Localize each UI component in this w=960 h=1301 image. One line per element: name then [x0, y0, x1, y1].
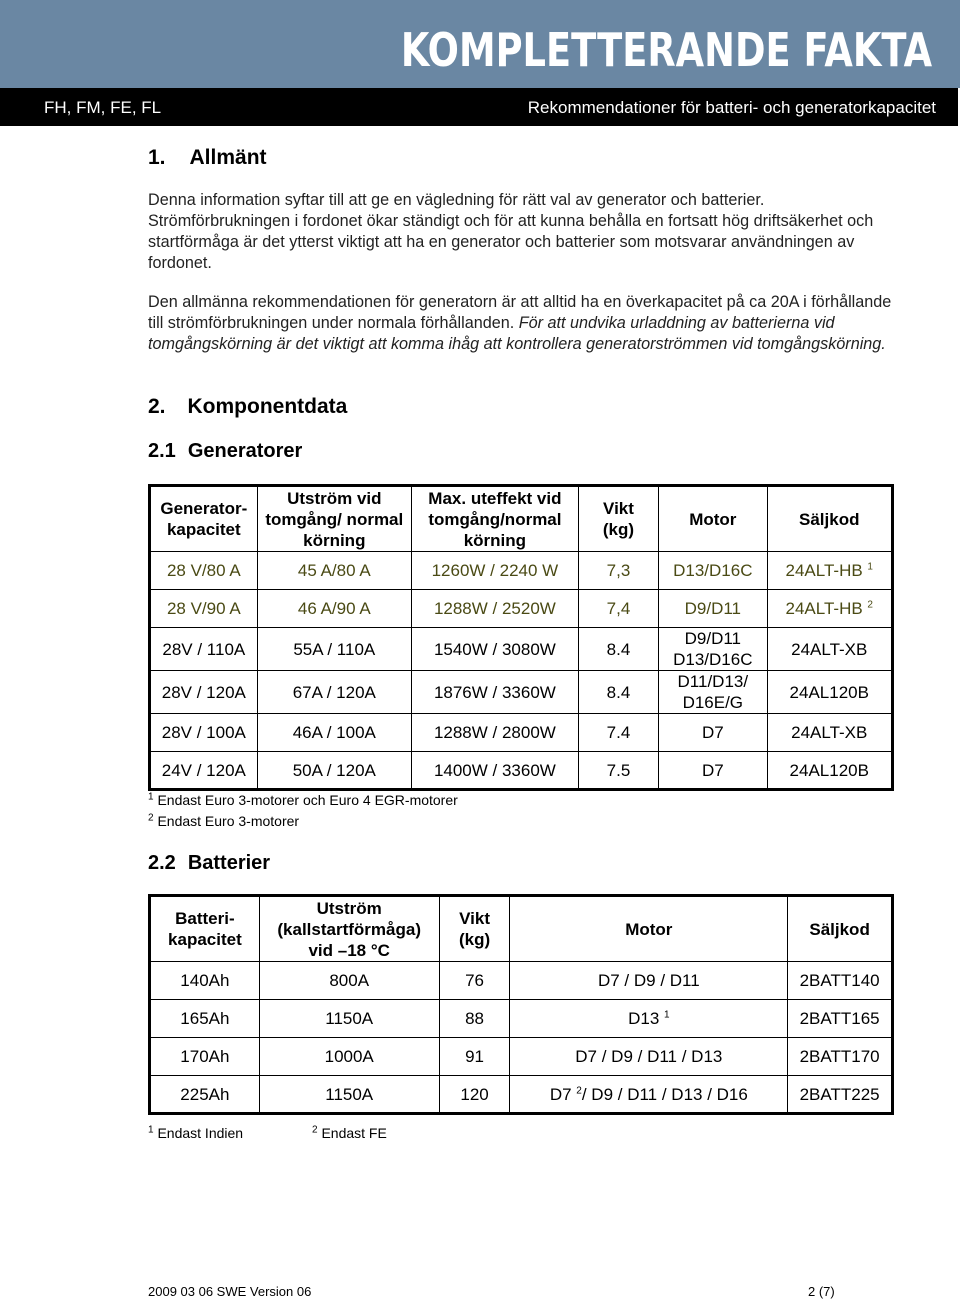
paragraph-text: Denna information syftar till att ge en vägledning för rätt val av generator och batterier. Strömförbrukningen i fordonet ökar ständigt och för att kunna behålla en fortsatt hög driftsäkerhet och startförmåga är det ytterst viktigt att ha en generator och batterier som motsvarar användningen av fordonet.: [148, 191, 874, 272]
header-cell: Utström vid tomgång/ normal körning: [257, 486, 411, 552]
table-cell: 165Ah: [150, 1000, 260, 1038]
table-cell: 28 V/80 A: [150, 552, 258, 590]
table-cell: 1400W / 3360W: [411, 752, 578, 790]
table-cell: 140Ah: [150, 962, 260, 1000]
table-row: [150, 590, 893, 628]
section-1-heading: [148, 146, 267, 170]
table-cell: D7: [659, 714, 767, 752]
section-number: 2.: [148, 395, 166, 418]
header-cell: Utström (kallstartförmåga) vid –18 °C: [259, 896, 439, 962]
footnote-mark: 1: [148, 791, 154, 803]
table-cell: 28V / 100A: [150, 714, 258, 752]
footnote-mark: 2: [867, 599, 873, 611]
footnote-text: Endast FE: [321, 1125, 387, 1141]
header-cell: Motor: [510, 896, 788, 962]
battery-footnote: [148, 1125, 243, 1141]
section-number: 1.: [148, 146, 166, 169]
battery-table: [148, 894, 894, 1115]
table-cell: 1540W / 3080W: [411, 628, 578, 671]
table-header-row: [150, 486, 893, 552]
table-row: [150, 1076, 893, 1114]
table-row: [150, 671, 893, 714]
header-cell: Generator-kapacitet: [150, 486, 258, 552]
table-cell: 46A / 100A: [257, 714, 411, 752]
table-cell: 24AL120B: [767, 671, 893, 714]
header-subbar: [0, 88, 958, 126]
table-cell: 50A / 120A: [257, 752, 411, 790]
table-cell: 7.4: [578, 714, 658, 752]
motor-text: D13: [628, 1009, 660, 1028]
table-cell: 8.4: [578, 671, 658, 714]
header-cell: Vikt (kg): [439, 896, 510, 962]
table-cell: 76: [439, 962, 510, 1000]
page-number: 2 (7): [808, 1284, 835, 1299]
footer-version: 2009 03 06 SWE Version 06: [148, 1284, 312, 1299]
table-cell: [767, 552, 893, 590]
table-cell: D7 / D9 / D11: [510, 962, 788, 1000]
paragraph-normal-text: Den allmänna rekommendationen för generatorn är att alltid ha en överkapacitet på ca 20A i förhållande till strömförbrukningen under normala förhållanden.: [148, 293, 892, 332]
table-cell: 225Ah: [150, 1076, 260, 1114]
table-cell: 24V / 120A: [150, 752, 258, 790]
table-cell: 7,4: [578, 590, 658, 628]
table-row: [150, 962, 893, 1000]
section-title: Allmänt: [189, 146, 267, 169]
table-cell: 800A: [259, 962, 439, 1000]
table-cell: D11/D13/ D16E/G: [659, 671, 767, 714]
section-number: 2.1: [148, 440, 176, 462]
header-cell: Vikt (kg): [578, 486, 658, 552]
paragraph-italic-text: För att undvika urladdning av batterierna vid tomgångskörning är det viktigt att komma ihåg att kontrollera generatorströmmen vid tomgångskörning.: [148, 314, 886, 353]
table-row: [150, 1000, 893, 1038]
table-cell: 88: [439, 1000, 510, 1038]
table-cell: D13/D16C: [659, 552, 767, 590]
table-cell: 2BATT225: [788, 1076, 893, 1114]
table-cell: 24ALT-XB: [767, 714, 893, 752]
table-cell: 120: [439, 1076, 510, 1114]
table-cell: 8.4: [578, 628, 658, 671]
table-cell: D7: [659, 752, 767, 790]
table-row: [150, 628, 893, 671]
table-cell: 28 V/90 A: [150, 590, 258, 628]
table-cell: D9/D11: [659, 590, 767, 628]
table-row: [150, 552, 893, 590]
table-cell: 1288W / 2520W: [411, 590, 578, 628]
footnote-text: Endast Indien: [157, 1125, 244, 1141]
table-row: [150, 752, 893, 790]
table-cell: 2BATT165: [788, 1000, 893, 1038]
table-row: [150, 714, 893, 752]
generator-footnote: [148, 792, 458, 808]
table-cell: 28V / 120A: [150, 671, 258, 714]
header-banner: [0, 0, 960, 88]
footnote-mark: 2: [312, 1124, 318, 1136]
table-cell: [767, 590, 893, 628]
intro-paragraph: [148, 190, 908, 274]
table-cell: 1876W / 3360W: [411, 671, 578, 714]
banner-title: KOMPLETTERANDE FAKTA: [400, 23, 932, 77]
generator-table: [148, 484, 894, 791]
header-cell: Motor: [659, 486, 767, 552]
document-subtitle: Rekommendationer för batteri- och generatorkapacitet: [527, 98, 936, 117]
table-cell: 91: [439, 1038, 510, 1076]
table-cell: 2BATT170: [788, 1038, 893, 1076]
section-2-heading: [148, 395, 347, 419]
section-title: Komponentdata: [187, 395, 348, 418]
motor-text: / D9 / D11 / D13 / D16: [581, 1084, 748, 1104]
table-cell: 7,3: [578, 552, 658, 590]
sales-code: 24ALT-HB: [785, 599, 863, 618]
section-title: Batterier: [187, 852, 271, 874]
motor-text: D7: [549, 1084, 572, 1104]
table-cell: 24ALT-XB: [767, 628, 893, 671]
footnote-text: Endast Euro 3-motorer och Euro 4 EGR-motorer: [157, 792, 458, 808]
generator-footnote: [148, 813, 299, 829]
table-cell: [510, 1076, 788, 1114]
section-2-2-heading: [148, 852, 270, 875]
footnote-text: Endast Euro 3-motorer: [157, 813, 300, 829]
footnote-mark: 1: [867, 561, 873, 573]
table-cell: 45 A/80 A: [257, 552, 411, 590]
table-cell: [510, 1000, 788, 1038]
footnote-mark: 2: [148, 812, 154, 824]
table-cell: 1288W / 2800W: [411, 714, 578, 752]
table-cell: D9/D11 D13/D16C: [659, 628, 767, 671]
footnote-mark: 1: [664, 1009, 670, 1021]
table-cell: 28V / 110A: [150, 628, 258, 671]
header-cell: Max. uteffekt vid tomgång/normal körning: [411, 486, 578, 552]
header-cell: Batteri-kapacitet: [150, 896, 260, 962]
footnote-mark: 2: [576, 1084, 582, 1096]
section-title: Generatorer: [187, 440, 303, 462]
table-cell: 7.5: [578, 752, 658, 790]
section-2-1-heading: [148, 440, 302, 463]
paragraph-text: [148, 292, 908, 355]
table-cell: D7 / D9 / D11 / D13: [510, 1038, 788, 1076]
table-cell: 55A / 110A: [257, 628, 411, 671]
battery-footnote: [312, 1125, 387, 1141]
table-cell: 2BATT140: [788, 962, 893, 1000]
table-cell: 46 A/90 A: [257, 590, 411, 628]
table-row: [150, 1038, 893, 1076]
table-cell: 24AL120B: [767, 752, 893, 790]
recommendation-paragraph: [148, 292, 908, 355]
table-cell: 170Ah: [150, 1038, 260, 1076]
header-cell: Säljkod: [767, 486, 893, 552]
table-cell: 67A / 120A: [257, 671, 411, 714]
footnote-mark: 1: [148, 1124, 154, 1136]
table-cell: 1150A: [259, 1076, 439, 1114]
sales-code: 24ALT-HB: [785, 561, 863, 580]
table-cell: 1260W / 2240 W: [411, 552, 578, 590]
section-number: 2.2: [148, 852, 176, 874]
header-cell: Säljkod: [788, 896, 893, 962]
table-cell: 1000A: [259, 1038, 439, 1076]
truck-models: FH, FM, FE, FL: [44, 98, 162, 117]
table-header-row: [150, 896, 893, 962]
table-cell: 1150A: [259, 1000, 439, 1038]
